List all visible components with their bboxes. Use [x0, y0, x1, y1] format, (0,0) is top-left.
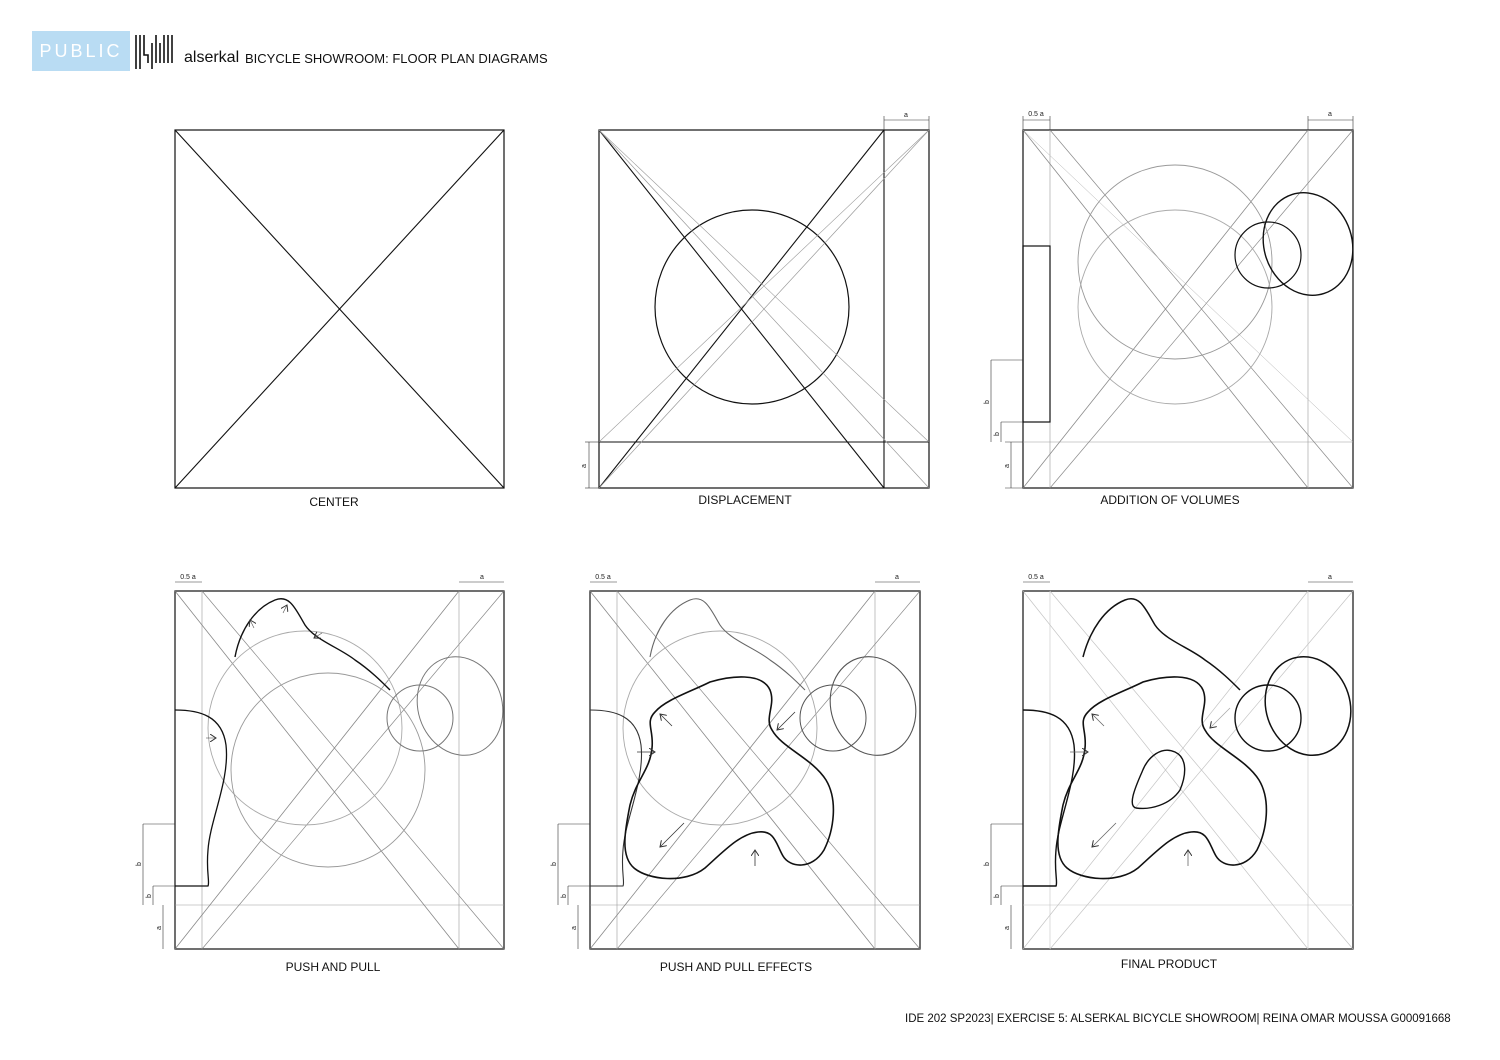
footer-credits: IDE 202 SP2023| EXERCISE 5: ALSERKAL BICYCLE SHOWROOM| REINA OMAR MOUSSA G00091668 — [905, 1013, 1451, 1025]
dimension-label: 0.5 a — [180, 574, 196, 581]
brand-name: alserkal — [184, 49, 240, 66]
panel-displacement — [581, 112, 929, 507]
caption-final-product: FINAL PRODUCT — [1120, 957, 1218, 971]
caption-displacement: DISPLACEMENT — [698, 493, 792, 507]
panel-final-product — [984, 574, 1363, 971]
dimension-label: a — [480, 574, 484, 581]
dimension-label: a — [1328, 111, 1332, 118]
dimension-label: a — [1004, 926, 1011, 930]
panel-push-and-pull-effects — [551, 574, 928, 974]
dimension-label: b — [984, 400, 991, 404]
caption-center: CENTER — [309, 495, 359, 509]
dimension-label: b — [984, 862, 991, 866]
dimension-label: a — [895, 574, 899, 581]
dimension-label: 0.5 a — [595, 574, 611, 581]
dimension-label: b — [146, 894, 153, 898]
panel-push-and-pull — [136, 574, 515, 974]
dimension-label: a — [571, 926, 578, 930]
page-title: BICYCLE SHOWROOM: FLOOR PLAN DIAGRAMS — [245, 51, 548, 66]
dimension-label: b — [551, 862, 558, 866]
public-badge: PUBLIC — [32, 31, 130, 71]
dimension-label: a — [1004, 464, 1011, 468]
panel-center — [175, 130, 504, 509]
dimension-label: a — [1328, 574, 1332, 581]
dimension-label: a — [581, 464, 588, 468]
dimension-label: a — [156, 926, 163, 930]
dimension-label: 0.5 a — [1028, 574, 1044, 581]
panel-addition-of-volumes — [984, 111, 1366, 507]
caption-push-and-pull: PUSH AND PULL — [285, 960, 381, 974]
dimension-label: b — [561, 894, 568, 898]
dimension-label: b — [994, 432, 1001, 436]
dimension-label: b — [994, 894, 1001, 898]
caption-addition-of-volumes: ADDITION OF VOLUMES — [1100, 493, 1240, 507]
caption-push-and-pull-effects: PUSH AND PULL EFFECTS — [659, 960, 813, 974]
dimension-label: b — [136, 862, 143, 866]
dimension-label: a — [904, 112, 908, 119]
dimension-label: 0.5 a — [1028, 111, 1044, 118]
